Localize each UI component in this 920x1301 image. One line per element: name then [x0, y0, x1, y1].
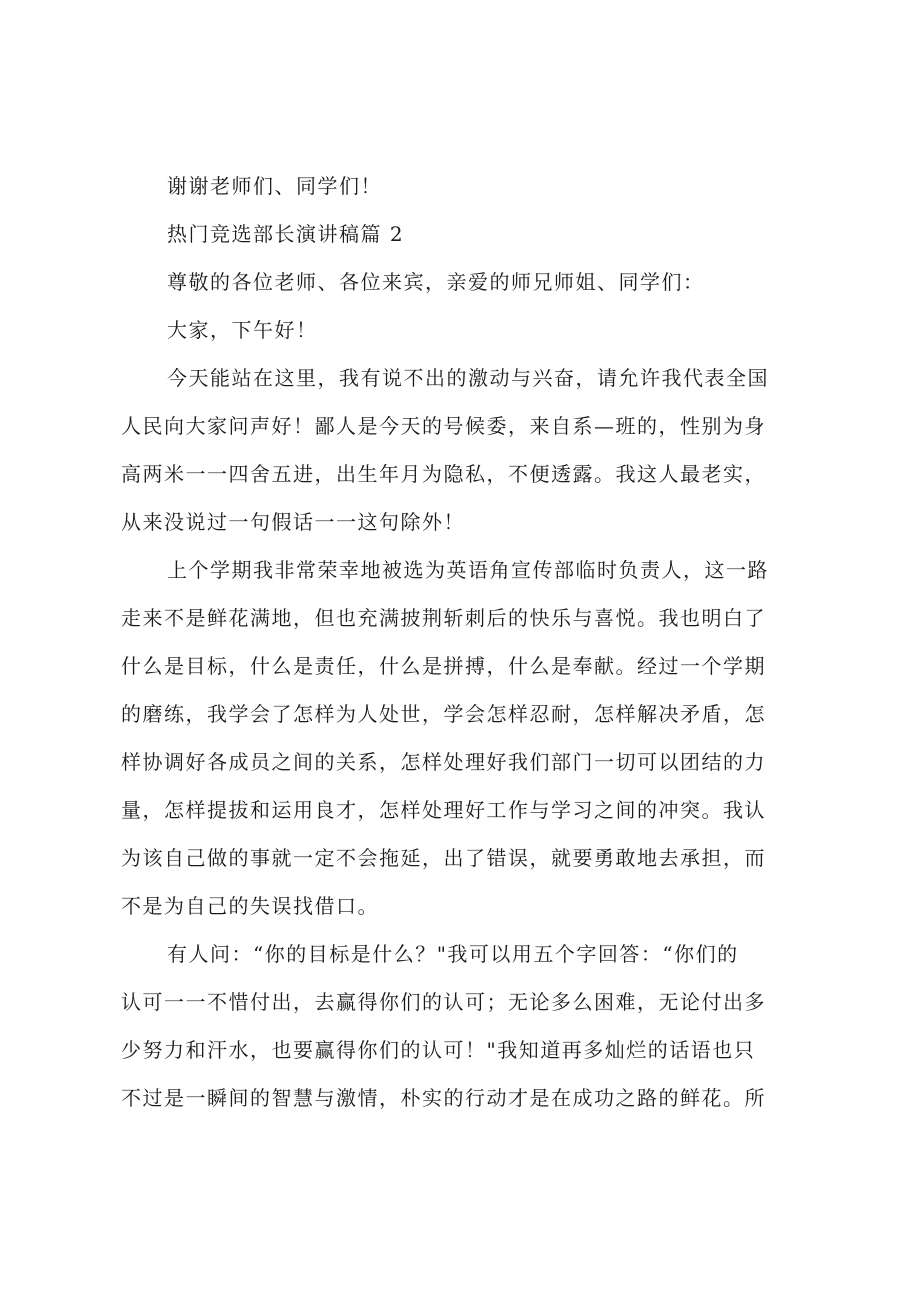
closing-thanks-line: 谢谢老师们、同学们！: [167, 174, 382, 198]
paragraph-line: 样协调好各成员之间的关系，怎样处理好我们部门一切可以团结的力: [121, 750, 766, 774]
paragraph-line: 从来没说过一句假话一一这句除外！: [121, 510, 465, 534]
section-heading: 热门竞选部长演讲稿篇 2: [167, 222, 405, 246]
greeting-line: 大家，下午好！: [167, 318, 318, 342]
paragraph-line: 上个学期我非常荣幸地被选为英语角宣传部临时负责人，这一路: [167, 558, 769, 582]
paragraph-line: 的磨练，我学会了怎样为人处世，学会怎样忍耐，怎样解决矛盾，怎: [121, 702, 766, 726]
paragraph-line: 不过是一瞬间的智慧与激情，朴实的行动才是在成功之路的鲜花。所: [121, 1086, 766, 1110]
paragraph-line: 人民向大家问声好！鄙人是今天的号候委，来自系—班的，性别为身: [121, 414, 766, 438]
paragraph-line: 什么是目标，什么是责任，什么是拼搏，什么是奉献。经过一个学期: [121, 654, 766, 678]
paragraph-line: 今天能站在这里，我有说不出的激动与兴奋，请允许我代表全国: [167, 366, 769, 390]
paragraph-line: 高两米一一四舍五进，出生年月为隐私，不便透露。我这人最老实，: [121, 462, 766, 486]
paragraph-line: 走来不是鲜花满地，但也充满披荆斩刺后的快乐与喜悦。我也明白了: [121, 606, 766, 630]
paragraph-line: 不是为自己的失误找借口。: [121, 894, 379, 918]
paragraph-line: 认可一一不惜付出，去赢得你们的认可；无论多么困难，无论付出多: [121, 990, 766, 1014]
paragraph-line: 量，怎样提拔和运用良才，怎样处理好工作与学习之间的冲突。我认: [121, 798, 766, 822]
paragraph-line: 为该自己做的事就一定不会拖延，出了错误，就要勇敢地去承担，而: [121, 846, 766, 870]
paragraph-line: 有人问：“你的目标是什么？"我可以用五个字回答：“你们的: [167, 942, 739, 966]
paragraph-line: 少努力和汗水，也要赢得你们的认可！"我知道再多灿烂的话语也只: [121, 1038, 756, 1062]
salutation-line: 尊敬的各位老师、各位来宾，亲爱的师兄师姐、同学们：: [167, 270, 705, 294]
